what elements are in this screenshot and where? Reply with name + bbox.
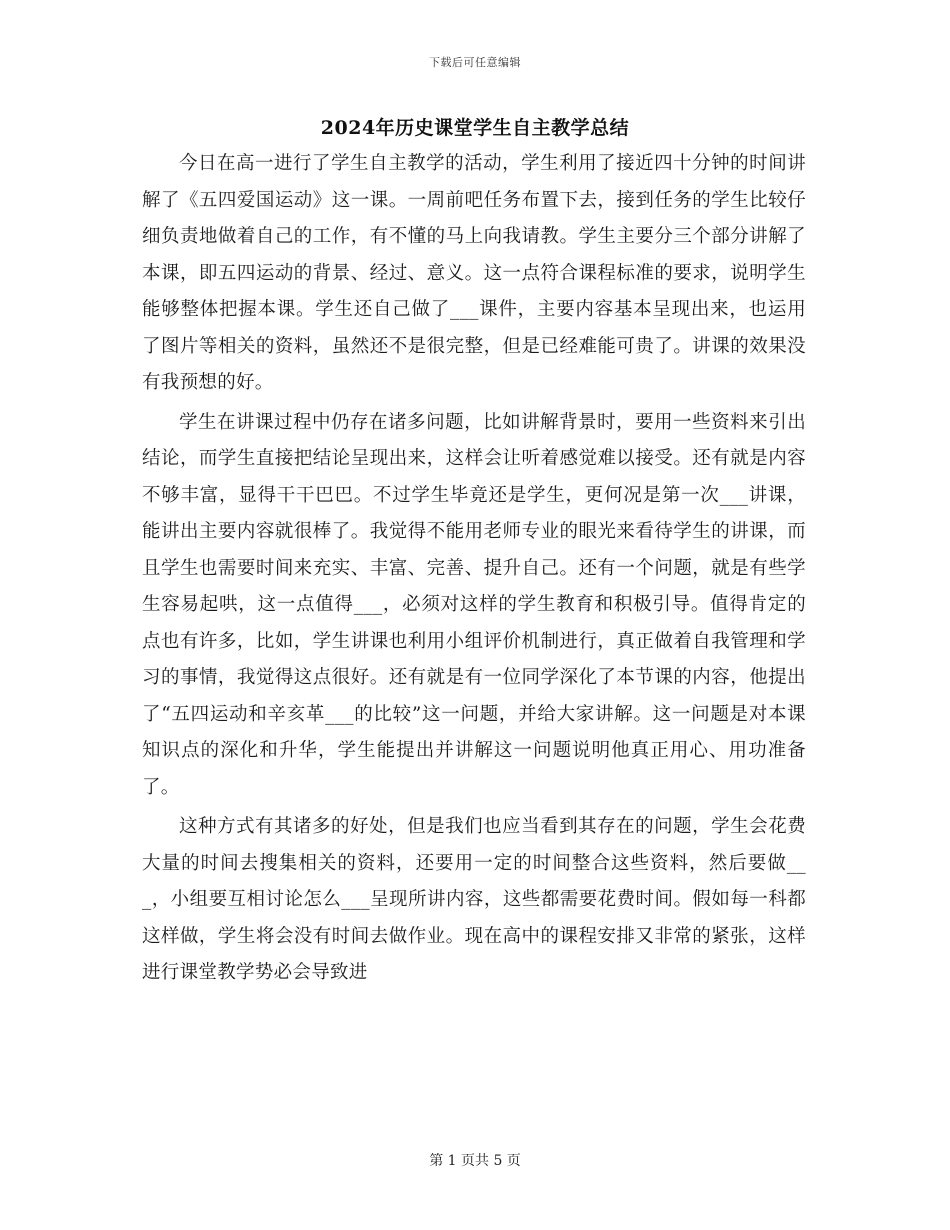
paragraph-1: 今日在高一进行了学生自主教学的活动，学生利用了接近四十分钟的时间讲解了《五四爱国运动》这一课。一周前吧任务布置下去，接到任务的学生比较仔细负责地做着自己的工作，有不懂的马上向我请教。学生主要分三个部分讲解了本课，即五四运动的背景、经过、意义。这一点符合课程标准的要求，说明学生能够整体把握本课。学生还自己做了___课件，主要内容基本呈现出来，也运用了图片等相关的资料，虽然还不是很完整，但是已经难能可贵了。讲课的效果没有我预想的好。	[142, 153, 806, 393]
paragraph-2: 学生在讲课过程中仍存在诸多问题，比如讲解背景时，要用一些资料来引出结论，而学生直接把结论呈现出来，这样会让听着感觉难以接受。还有就是内容不够丰富，显得干干巴巴。不过学生毕竟还是学生，更何况是第一次___讲课，能讲出主要内容就很棒了。我觉得不能用老师专业的眼光来看待学生的讲课，而且学生也需要时间来充实、丰富、完善、提升自己。还有一个问题，就是有些学生容易起哄，这一点值得___，必须对这样的学生教育和积极引导。值得肯定的点也有许多，比如，学生讲课也利用小组评价机制进行，真正做着自我管理和学习的事情，我觉得这点很好。还有就是有一位同学深化了本节课的内容，他提出了“五四运动和辛亥革___的比较”这一问题，并给大家讲解。这一问题是对本课知识点的深化和升华，学生能提出并讲解这一问题说明他真正用心、用功准备了。	[142, 411, 806, 798]
page-indicator: 第 1 页共 5 页	[429, 1153, 521, 1169]
header-note: 下载后可任意编辑	[429, 56, 521, 69]
document-body	[142, 146, 806, 995]
document-title: 2024年历史课堂学生自主教学总结	[320, 117, 630, 139]
paragraph-3: 这种方式有其诸多的好处，但是我们也应当看到其存在的问题，学生会花费大量的时间去搜集相关的资料，还要用一定的时间整合这些资料，然后要做___，小组要互相讨论怎么___呈现所讲内容，这些都需要花费时间。假如每一科都这样做，学生将会没有时间去做作业。现在高中的课程安排又非常的紧张，这样进行课堂教学势必会导致进	[142, 816, 806, 983]
